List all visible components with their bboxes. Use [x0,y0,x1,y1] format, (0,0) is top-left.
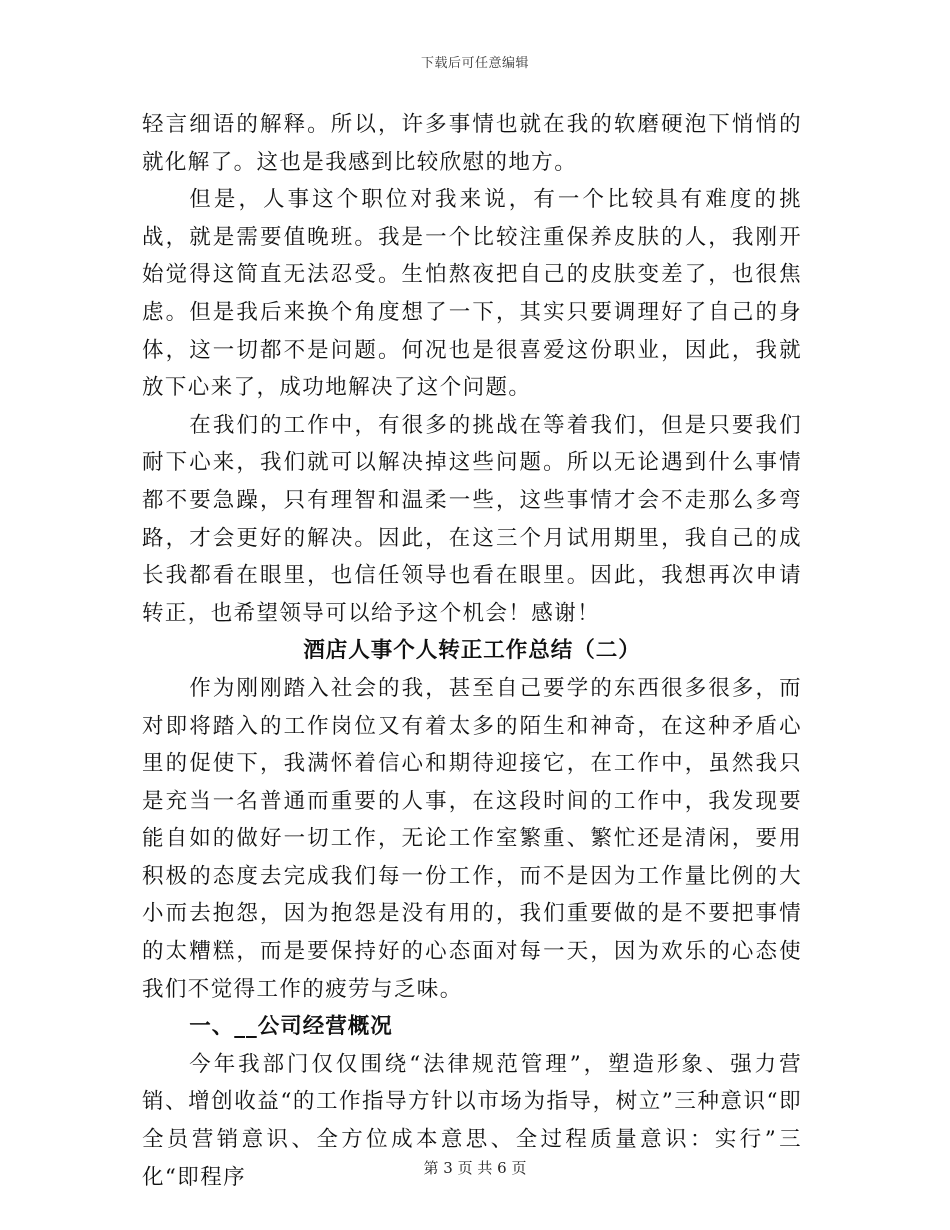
page-header: 下载后可任意编辑 [420,56,529,71]
paragraph-2: 但是，人事这个职位对我来说，有一个比较具有难度的挑战，就是需要值晚班。我是一个比较注重保养皮肤的人，我刚开始觉得这简直无法忍受。生怕熬夜把自己的皮肤变差了，也很焦虑。但是我后来换个角度想了一下，其实只要调理好了自己的身体，这一切都不是问题。何况也是很喜爱这份职业，因此，我就放下心来了，成功地解决了这个问题。 [142,187,802,401]
paragraph-5: 今年我部门仅仅围绕“法律规范管理”，塑造形象、强力营销、增创收益“的工作指导方针以市场为指导，树立”三种意识“即全员营销意识、全方位成本意思、全过程质量意识：实行”三化“即程序 [142,1051,802,1190]
paragraph-1: 轻言细语的解释。所以，许多事情也就在我的软磨硬泡下悄悄的就化解了。这也是我感到比较欣慰的地方。 [142,112,802,175]
paragraph-4: 作为刚刚踏入社会的我，甚至自己要学的东西很多很多，而对即将踏入的工作岗位又有着太多的陌生和神奇，在这种矛盾心里的促使下，我满怀着信心和期待迎接它，在工作中，虽然我只是充当一名普通而重要的人事，在这段时间的工作中，我发现要能自如的做好一切工作，无论工作室繁重、繁忙还是清闲，要用积极的态度去完成我们每一份工作，而不是因为工作量比例的大小而去抱怨，因为抱怨是没有用的，我们重要做的是不要把事情的太糟糕，而是要保持好的心态面对每一天，因为欢乐的心态使我们不觉得工作的疲劳与乏味。 [142,675,802,1002]
page-footer: 第 3 页 共 6 页 [423,1159,527,1177]
section-title: 酒店人事个人转正工作总结（二） [303,638,641,664]
sub-heading: 一、__公司经营概况 [189,1014,393,1040]
paragraph-3: 在我们的工作中，有很多的挑战在等着我们，但是只要我们耐下心来，我们就可以解决掉这些问题。所以无论遇到什么事情都不要急躁，只有理智和温柔一些，这些事情才会不走那么多弯路，才会更好的解决。因此，在这三个月试用期里，我自己的成长我都看在眼里，也信任领导也看在眼里。因此，我想再次申请转正，也希望领导可以给予这个机会！感谢！ [142,412,802,626]
document-body [142,106,802,1196]
